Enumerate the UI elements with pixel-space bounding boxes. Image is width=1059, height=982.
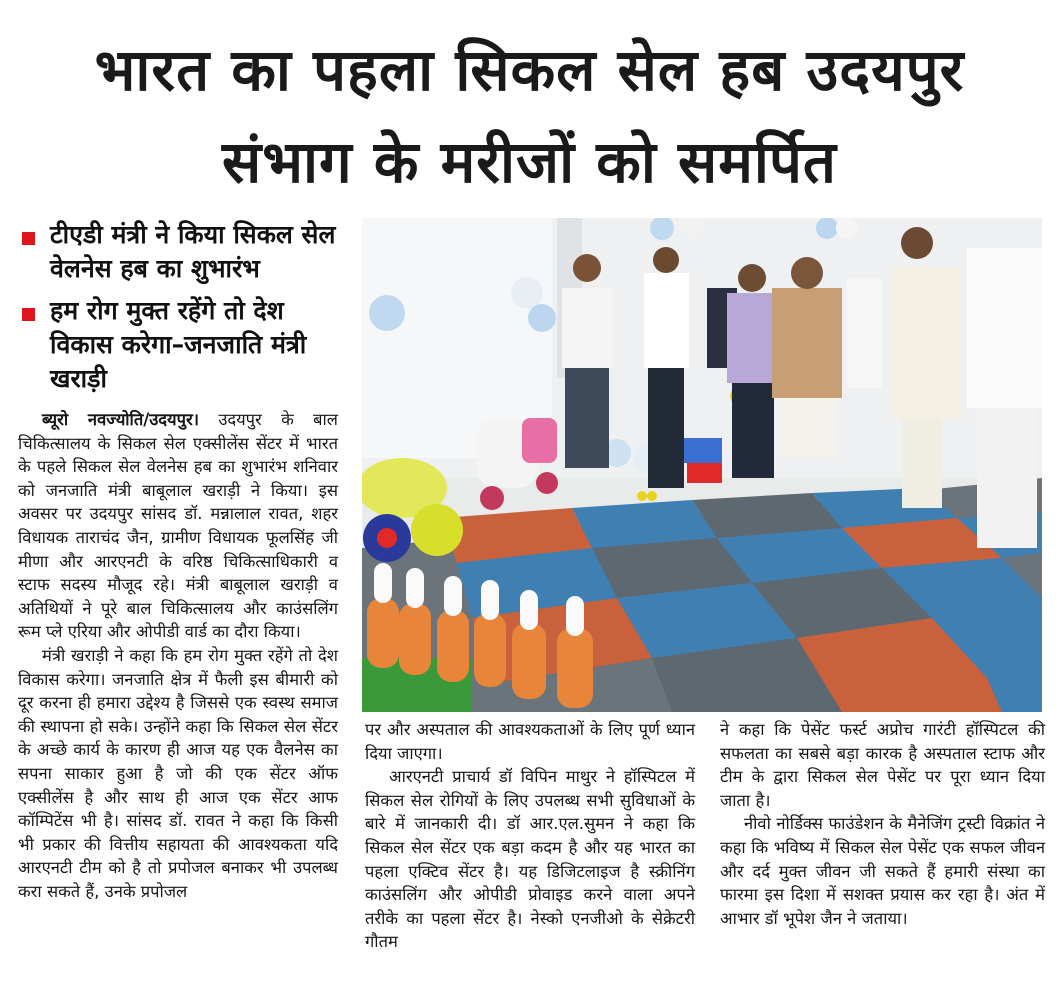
square-bullet-icon	[22, 232, 35, 245]
col3-paragraph-2: नीवो नोर्डिक्स फाउंडेशन के मैनेजिंग ट्रस्टी विक्रांत ने कहा कि भविष्य में सिकल सेल पेसेंट एक सफल जीवन और दर्द मुक्त जीवन जी सकते हैं हमारी संस्था का फारमा इस दिशा में सशक्त प्रयास कर रहा है। अंत में आभार डॉ भूपेश जैन ने जताया।	[720, 814, 1045, 928]
col1-paragraph-2: मंत्री खराड़ी ने कहा कि हम रोग मुक्त रहेंगे तो देश विकास करेगा। जनजाति क्षेत्र में फैली इस बीमारी को दूर करना ही हमारा उद्देश्य है जिससे एक स्वस्थ समाज की स्थापना हो सके। उन्होंने कहा कि सिकल सेल सेंटर के अच्छे कार्य के कारण ही आज यह एक वैलनेस का सपना साकार हुआ है जो की एक सेंटर ऑफ एक्सीलेंस है और साथ ही आज एक सेंटर आफ कॉम्पिटेंस भी है। सांसद डॉ. रावत ने कहा कि किसी भी प्रकार की वित्तीय सहायता की आवश्यकता यदि आरएनटी टीम को है तो प्रपोजल बनाकर भी उपलब्ध करा सकते हैं, उनके प्रपोजल	[18, 645, 338, 901]
bullet-text-1: टीएडी मंत्री ने किया सिकल सेल वेलनेस हब का शुभारंभ	[50, 220, 336, 283]
bullet-text-2: हम रोग मुक्त रहेंगे तो देश विकास करेगा–जनजाति मंत्री खराड़ी	[50, 296, 307, 393]
headline-line-2: संभाग के मरीजों को समर्पित	[222, 128, 837, 196]
article-column-3	[720, 718, 1045, 930]
article-column-1	[18, 408, 338, 903]
col2-paragraph-1: पर और अस्पताल की आवश्यकताओं के लिए पूर्ण ध्यान दिया जाएगा।	[365, 720, 695, 763]
headline-line-1: भारत का पहला सिकल सेल हब उदयपुर	[94, 36, 965, 104]
highlight-bullets	[18, 218, 348, 404]
square-bullet-icon	[22, 308, 35, 321]
bullet-item-2	[18, 294, 348, 396]
col3-paragraph-1: ने कहा कि पेसेंट फर्स्ट अप्रोच गारंटी हॉस्पिटल की सफलता का सबसे बड़ा कारक है अस्पताल स्टाफ और टीम के द्वारा सिकल सेल पेसेंट पर पूरा ध्यान दिया जाता है।	[720, 720, 1045, 810]
event-photo	[362, 218, 1042, 712]
col1-paragraph-1: उदयपुर के बाल चिकित्सालय के सिकल सेल एक्सीलेंस सेंटर में भारत के पहले सिकल सेल वेलनेस हब का शुभारंभ शनिवार को जनजाति मंत्री बाबूलाल खराड़ी ने किया। इस अवसर पर उदयपुर सांसद डॉ. मन्नालाल रावत, शहर विधायक ताराचंद जैन, ग्रामीण विधायक फूलसिंह जी मीणा और आरएनटी के वरिष्ठ चिकित्साधिकारी व स्टाफ सदस्य मौजूद रहे। मंत्री बाबूलाल खराड़ी व अतिथियों ने पूरे बाल चिकित्सालय और काउंसलिंग रूम प्ले एरिया और ओपीडी वार्ड का दौरा किया।	[18, 410, 338, 642]
col2-paragraph-2: आरएनटी प्राचार्य डॉ विपिन माथुर ने हॉस्पिटल में सिकल सेल रोगियों के लिए उपलब्ध सभी सुविधाओं के बारे में जानकारी दी। डॉ आर.एल.सुमन ने कहा कि सिकल सेल सेंटर एक बड़ा कदम है और यह भारत का पहला एक्टिव सेंटर है। यह डिजिटलाइज है स्क्रीनिंग काउंसलिंग और ओपीडी प्रोवाइड करने वाला अपने तरीके का पहला सेंटर है। नेस्को एनजीओ के सेक्रेटरी गौतम	[365, 767, 695, 952]
article-column-2	[365, 718, 695, 954]
dateline: ब्यूरो नवज्योति/उदयपुर।	[42, 410, 199, 429]
event-photo-icon	[362, 218, 1042, 712]
bullet-item-1	[18, 218, 348, 286]
